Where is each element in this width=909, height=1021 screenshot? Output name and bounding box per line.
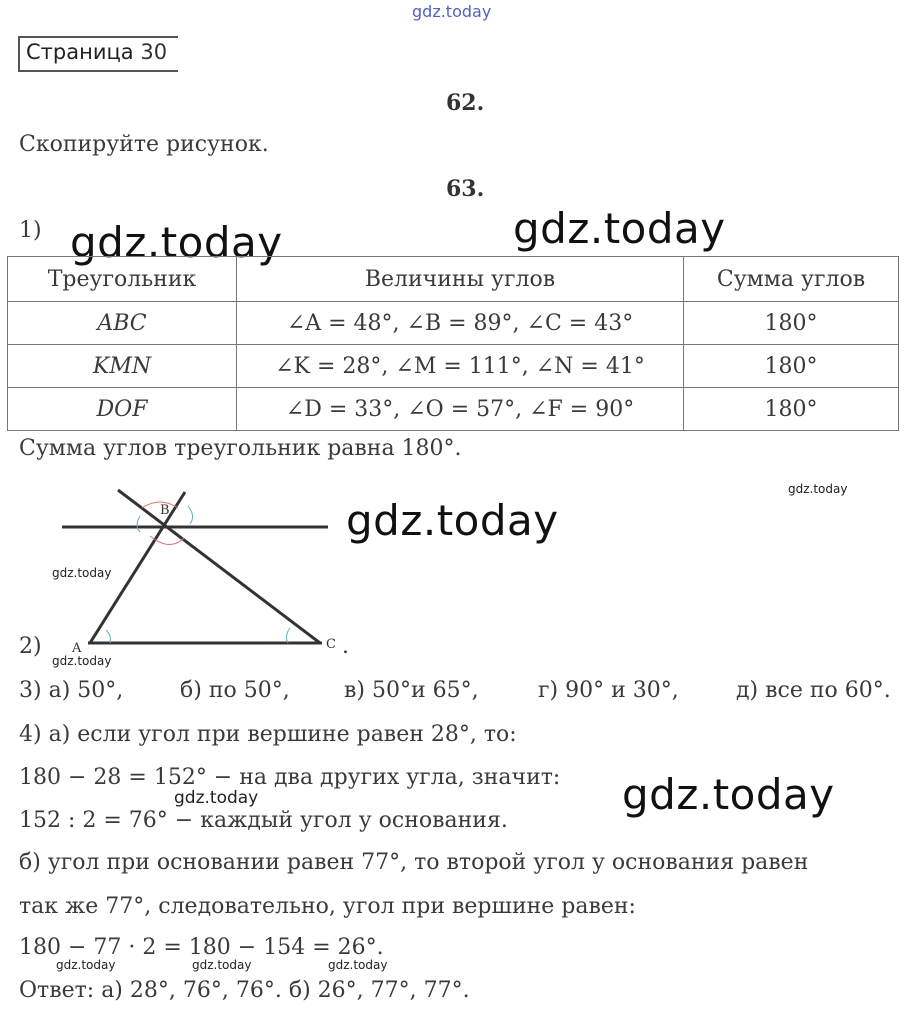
cell-sum: 180° [684,302,899,345]
angle-arc-teal [137,516,140,532]
table-header-row [8,257,899,302]
table-row [8,345,899,388]
watermark-1: gdz.today [70,218,283,267]
cell-triangle: KMN [8,345,237,388]
vertex-c-label: C [326,637,336,652]
part-3-b: б) по 50°, [180,678,290,703]
cell-sum: 180° [684,345,899,388]
watermark-small-6: gdz.today [192,958,252,972]
watermark-2: gdz.today [513,204,726,253]
angles-table [7,256,899,431]
cell-triangle: ABC [8,302,237,345]
watermark-small-7: gdz.today [328,958,388,972]
part-4-line-4: б) угол при основании равен 77°, то второй угол у основания равен [19,850,809,875]
task-62-number: 62. [446,90,485,116]
col-header-sum: Сумма углов [684,257,899,302]
watermark-small-2: gdz.today [52,566,112,580]
cell-angles: ∠A = 48°, ∠B = 89°, ∠C = 43° [237,302,684,345]
page-header-label: Страница [26,40,134,64]
angle-arc-teal [106,630,111,643]
part-1-label: 1) [19,218,42,243]
part-4-line-2: 180 − 28 = 152° − на два других угла, значит: [19,765,561,790]
page-number: 30 [140,40,168,64]
angle-arc-teal [286,628,290,643]
side-bc-line [118,490,320,643]
part-4-line-6: 180 − 77 · 2 = 180 − 154 = 26°. [19,935,384,960]
col-header-angles: Величины углов [237,257,684,302]
part-2-dot: . [342,634,349,659]
cell-triangle: DOF [8,388,237,431]
col-header-triangle: Треугольник [8,257,237,302]
part-4-line-5: так же 77°, следовательно, угол при вершине равен: [19,894,636,919]
top-watermark: gdz.today [412,2,492,21]
watermark-small-4: gdz.today [174,788,259,808]
part-3-a: 3) а) 50°, [19,678,124,703]
table-row [8,388,899,431]
watermark-small-3: gdz.today [52,654,112,668]
table-row [8,302,899,345]
cell-angles: ∠K = 28°, ∠M = 111°, ∠N = 41° [237,345,684,388]
conclusion-text: Сумма углов треугольник равна 180°. [19,436,462,461]
page-header [18,36,178,72]
cell-sum: 180° [684,388,899,431]
watermark-small-5: gdz.today [56,958,116,972]
task-62-text: Скопируйте рисунок. [19,132,269,157]
part-2-label: 2) [19,634,42,659]
part-4-line-1: 4) а) если угол при вершине равен 28°, то: [19,722,517,747]
vertex-a-label: A [72,641,82,656]
part-3-v: в) 50°и 65°, [344,678,479,703]
watermark-3: gdz.today [346,496,559,545]
part-4-line-3: 152 : 2 = 76° − каждый угол у основания. [19,808,508,833]
vertex-b-label: B [160,503,170,518]
watermark-4: gdz.today [622,770,835,819]
part-3-d: д) все по 60°. [736,678,891,703]
watermark-small-1: gdz.today [788,482,848,496]
angle-arc-teal [188,506,193,524]
task-63-number: 63. [446,176,485,202]
answer-text: Ответ: а) 28°, 76°, 76°. б) 26°, 77°, 77°. [19,978,470,1003]
part-3-g: г) 90° и 30°, [538,678,679,703]
cell-angles: ∠D = 33°, ∠O = 57°, ∠F = 90° [237,388,684,431]
